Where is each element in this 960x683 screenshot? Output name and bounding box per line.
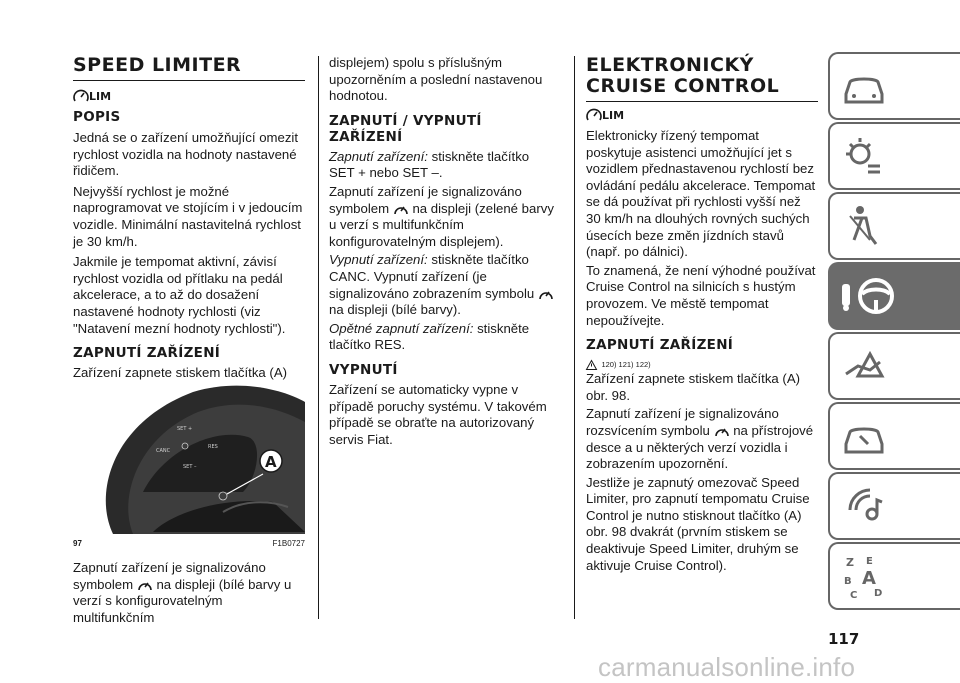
cruise-control-icon: [586, 106, 625, 122]
heading-vypnuti: VYPNUTÍ: [329, 361, 398, 378]
page-number: 117: [828, 630, 860, 648]
res-label: RES: [208, 444, 218, 450]
warning-refs: [586, 356, 818, 368]
figure-caption: [73, 538, 305, 549]
section-title-line2: CRUISE CONTROL: [586, 75, 780, 97]
figure-97-steering-wheel: [73, 382, 305, 549]
italic-lead: Opětné zapnutí zařízení:: [329, 320, 474, 336]
figure-code: F1B0727: [272, 539, 305, 548]
seatbelt-airbag-icon: [840, 200, 888, 252]
title-rule: [586, 101, 818, 102]
text-run: stiskněte tlačítko SET + nebo SET –.: [329, 148, 530, 181]
italic-lead: Zapnutí zařízení:: [329, 148, 428, 164]
column-divider-1: [318, 56, 319, 619]
text-run: Zapnutí zařízení je signalizováno symbolem: [73, 560, 266, 592]
italic-lead: Vypnutí zařízení:: [329, 252, 428, 268]
watermark: carmanualsonline.info: [598, 652, 856, 682]
tab-multimedia[interactable]: [828, 472, 960, 540]
heading-zapnuti-zarizeni: ZAPNUTÍ ZAŘÍZENÍ: [73, 345, 221, 362]
speed-limiter-symbol-icon: [393, 202, 409, 216]
tab-emergency[interactable]: [828, 332, 960, 400]
section-title-line1: ELEKTRONICKÝ: [586, 54, 754, 76]
text-run: Zapnutí zařízení je signalizováno symbolem: [329, 183, 522, 216]
tab-starting-driving[interactable]: [828, 262, 960, 330]
speed-limiter-symbol-icon: [538, 287, 554, 301]
paragraph: [329, 252, 554, 318]
text-run: na displeji (zelené barvy u verzí s multifunkčním konfigurovatelným displejem).: [329, 200, 554, 249]
text-run: na displeji (bílé barvy u verzí s konfigurovatelným multifunkčním: [73, 576, 292, 625]
text-run: stiskněte tlačítko CANC. Vypnutí zařízení (je signalizováno zobrazením symbolu: [329, 252, 535, 301]
paragraph: Jedná se o zařízení umožňující omezit rychlost vozidla na hodnoty nastavené řidičem.: [73, 130, 299, 179]
paragraph: Zařízení se automaticky vypne v případě poruchy systému. V takovém případě se obraťte na autorizovaný servis Fiat.: [329, 381, 547, 447]
tab-maintenance[interactable]: [828, 402, 960, 470]
svg-text:D: D: [874, 588, 883, 599]
set-minus-label: SET –: [183, 464, 197, 470]
text-run: na přístrojové desce a u některých verzí vozidla i zobrazením upozornění.: [586, 422, 814, 472]
svg-text:B: B: [844, 576, 852, 587]
svg-text:C: C: [850, 590, 858, 601]
tab-dashboard-lights[interactable]: [828, 122, 960, 190]
multimedia-icon: [840, 480, 888, 532]
column-divider-2: [574, 56, 575, 619]
footnote-refs: 120) 121) 122): [601, 359, 651, 369]
paragraph: Elektronicky řízený tempomat poskytuje asistenci umožňující jet s vozidlem přednastavenou rychlostí bez ovládání pedálu akcelerace. Tempomat se dá používat při rychlosti vyšší než 30 km/h na dlouhých rovných suchých úsecích beze změn jízdních stavů (např. po dálnici).: [586, 128, 816, 260]
paragraph: Jestliže je zapnutý omezovač Speed Limiter, pro zapnutí tempomatu Cruise Control je nutno stisknout tlačítko (A) obr. 98 dvakrát (prvním stiskem se deaktivuje Speed Limiter, druhým se aktivuje Cruise Control).: [586, 474, 810, 573]
svg-text:A: A: [862, 568, 876, 589]
paragraph: [73, 560, 305, 626]
paragraph: Zařízení zapnete stiskem tlačítka (A) obr. 98.: [586, 371, 801, 403]
heading-popis: POPIS: [73, 109, 121, 125]
paragraph: [329, 321, 554, 354]
text-run: na displeji (bílé barvy).: [329, 302, 461, 318]
paragraph: [329, 149, 554, 182]
paragraph: [586, 406, 818, 472]
section-title-speed-limiter: SPEED LIMITER: [73, 54, 242, 76]
paragraph: displejem) spolu s příslušným upozorněním a poslední nastavenou hodnotou.: [329, 55, 543, 104]
svg-text:Z: Z: [846, 556, 854, 569]
canc-label: CANC: [156, 448, 171, 454]
warning-triangle-icon: [840, 340, 888, 392]
svg-text:E: E: [866, 556, 873, 567]
heading-zapnuti-vypnuti: ZAPNUTÍ / VYPNUTÍ ZAŘÍZENÍ: [329, 112, 482, 145]
steering-wheel-illustration: [73, 382, 305, 534]
text-run: Zapnutí zařízení je signalizováno rozsvícením symbolu: [586, 406, 779, 438]
text-run: stiskněte tlačítko RES.: [329, 320, 530, 353]
warning-triangle-icon: [586, 360, 597, 370]
tab-car[interactable]: [828, 52, 960, 120]
speed-limiter-symbol-icon: [137, 578, 153, 592]
cruise-control-symbol-icon: [714, 424, 730, 438]
paragraph: [329, 184, 554, 250]
speed-limiter-icon: [73, 87, 112, 103]
paragraph: Jakmile je tempomat aktivní, závisí rychlost vozidla od přítlaku na pedál akcelerace, a to až do dosažení nastavené hodnoty rychlosti (viz "Natavení mezní hodnoty rychlosti").: [73, 254, 286, 336]
tab-safety[interactable]: [828, 192, 960, 260]
alphabet-index-icon: [840, 550, 888, 602]
tab-index[interactable]: [828, 542, 960, 610]
key-steering-wheel-icon: [840, 270, 900, 322]
car-icon: [840, 60, 888, 112]
car-service-icon: [840, 410, 888, 462]
svg-text:LIM: LIM: [89, 90, 112, 103]
paragraph: Nejvyšší rychlost je možné naprogramovat ve stojícím i v jedoucím vozidle. Minimální nastavitelná rychlost je 30 km/h.: [73, 183, 303, 249]
figure-number: 97: [73, 539, 82, 548]
dashboard-lights-icon: [840, 130, 888, 182]
callout-a: A: [265, 453, 277, 471]
svg-text:LIM: LIM: [602, 109, 625, 122]
heading-zapnuti-zarizeni: ZAPNUTÍ ZAŘÍZENÍ: [586, 337, 734, 354]
paragraph: Zařízení zapnete stiskem tlačítka (A): [73, 365, 288, 381]
paragraph: To znamená, že není výhodné používat Cruise Control na silnicích s hustým provozem. Ve městě tempomat nepoužívejte.: [586, 262, 816, 328]
title-rule: [73, 80, 305, 81]
set-plus-label: SET +: [177, 426, 193, 432]
